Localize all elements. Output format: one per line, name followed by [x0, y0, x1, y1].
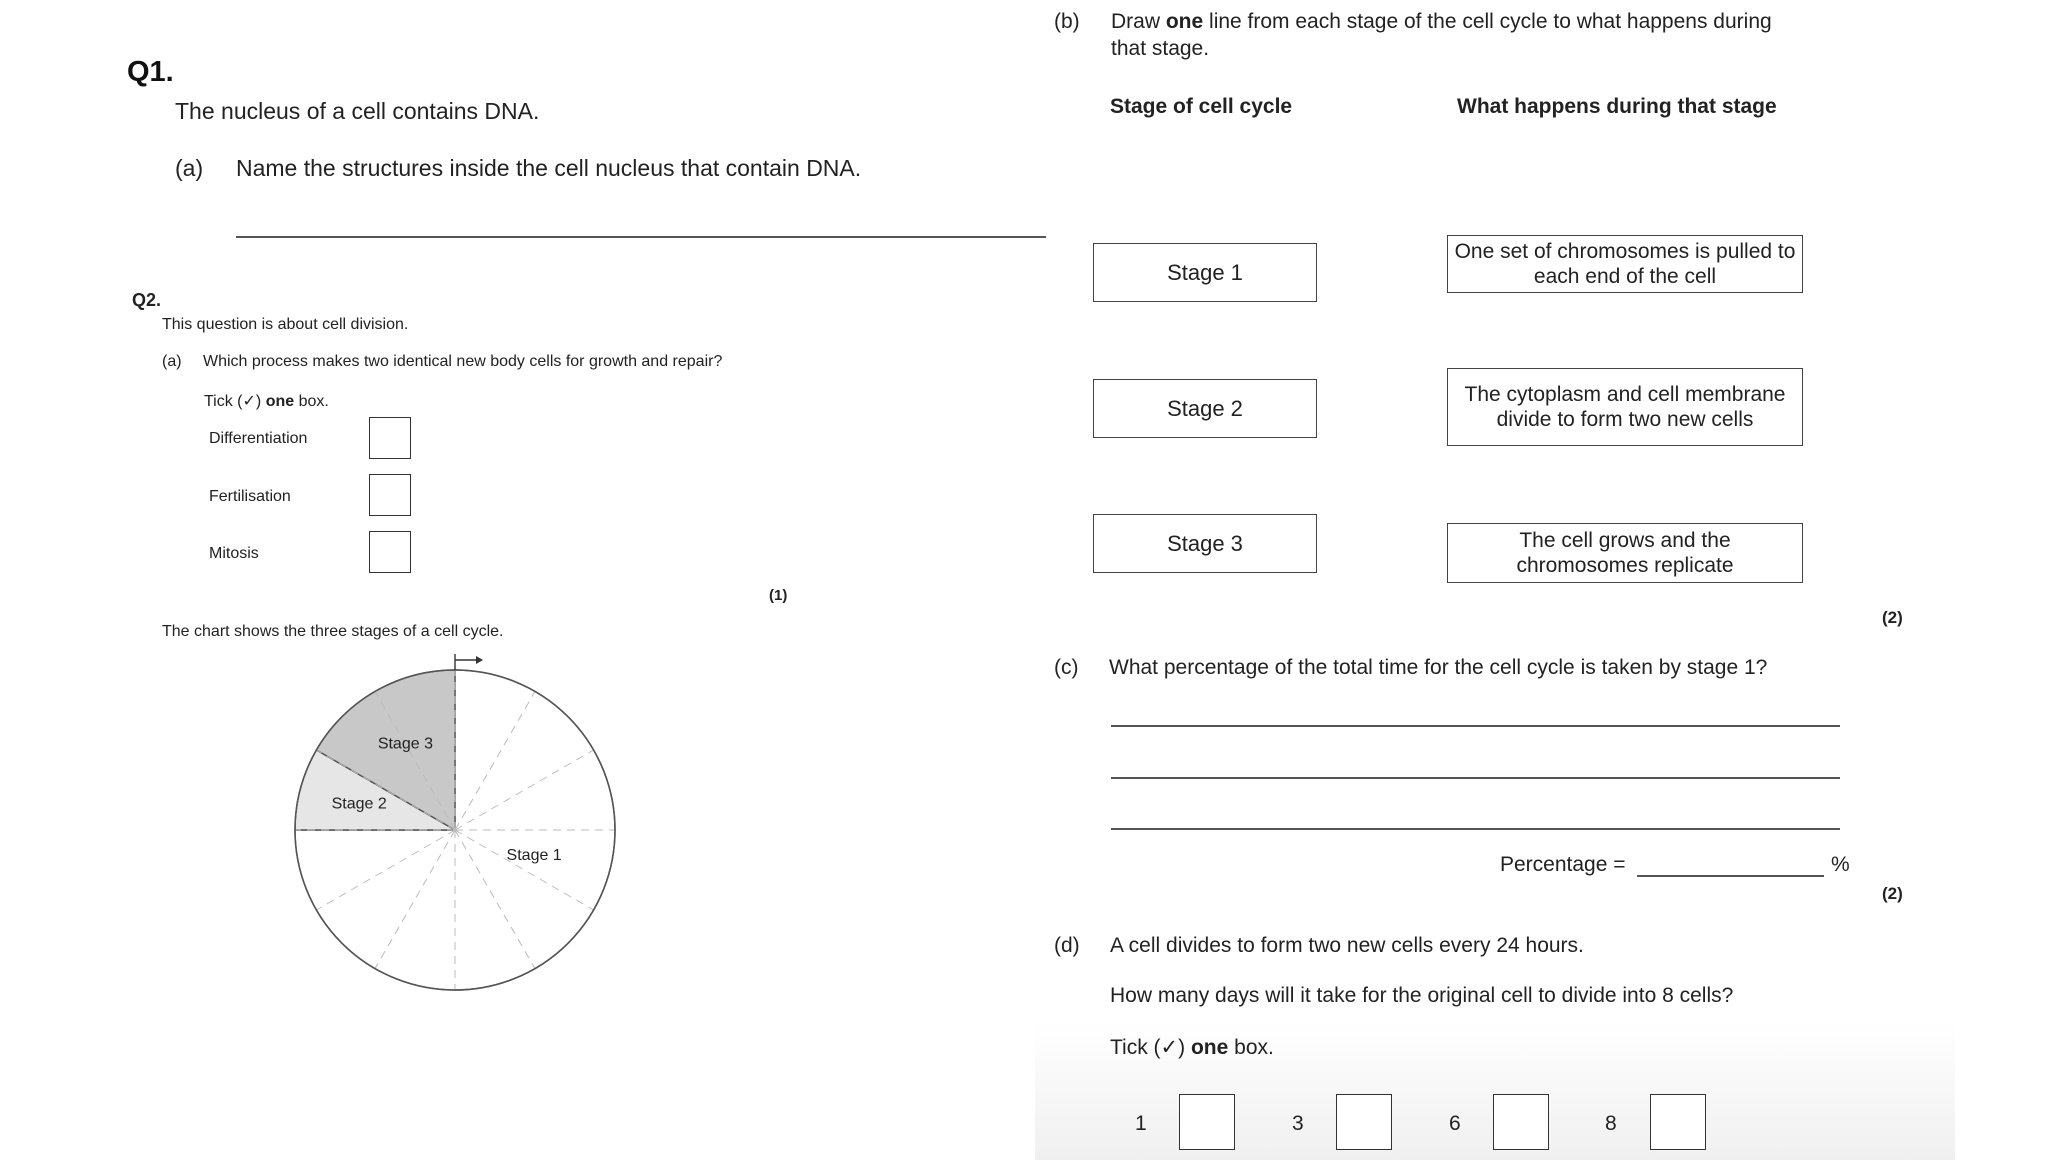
b-label: (b): [1054, 10, 1080, 33]
d-option-label-6: 6: [1449, 1112, 1461, 1135]
d-option-label-3: 3: [1292, 1112, 1304, 1135]
c-answer-line-3[interactable]: [1111, 828, 1840, 830]
d-tick-box-8[interactable]: [1650, 1094, 1706, 1150]
d-question: How many days will it take for the original cell to divide into 8 cells?: [1110, 984, 1734, 1007]
q2-tick-instruction: Tick (✓) one box.: [204, 393, 329, 410]
q1-answer-line[interactable]: [236, 236, 1046, 238]
q1-title: Q1.: [127, 56, 174, 88]
b-marks: (2): [1882, 608, 1903, 627]
c-answer-line-1[interactable]: [1111, 725, 1840, 727]
d-option-label-8: 8: [1605, 1112, 1617, 1135]
q1-part-a-question: Name the structures inside the cell nucleus that contain DNA.: [236, 155, 862, 181]
pie-label-stage-2: Stage 2: [331, 795, 387, 813]
d-label: (d): [1054, 934, 1080, 957]
chart-intro: The chart shows the three stages of a cell cycle.: [162, 623, 504, 640]
d-tick-instruction: Tick (✓) one box.: [1110, 1036, 1274, 1059]
description-box-3[interactable]: The cell grows and the chromosomes replicate: [1447, 523, 1803, 583]
stage-1-box[interactable]: Stage 1: [1093, 243, 1317, 302]
col-header-happens: What happens during that stage: [1457, 95, 1777, 118]
percentage-answer-line[interactable]: [1637, 875, 1824, 877]
b-question-line2: that stage.: [1111, 37, 1210, 60]
d-tick-box-3[interactable]: [1336, 1094, 1392, 1150]
d-option-label-1: 1: [1135, 1112, 1147, 1135]
c-marks: (2): [1882, 884, 1903, 903]
q2-a-marks: (1): [769, 587, 788, 604]
q2-title: Q2.: [132, 290, 162, 310]
c-answer-line-2[interactable]: [1111, 777, 1840, 779]
c-question: What percentage of the total time for the cell cycle is taken by stage 1?: [1109, 656, 1768, 679]
tick-box-differentiation[interactable]: [369, 417, 411, 459]
stage-3-box[interactable]: Stage 3: [1093, 514, 1317, 573]
b-question: Draw one line from each stage of the cell cycle to what happens during: [1111, 10, 1772, 33]
d-tick-box-1[interactable]: [1179, 1094, 1235, 1150]
tick-box-mitosis[interactable]: [369, 531, 411, 573]
percent-unit: %: [1831, 853, 1850, 876]
option-label-differentiation: Differentiation: [209, 430, 308, 447]
stage-2-box[interactable]: Stage 2: [1093, 379, 1317, 438]
q2-intro: This question is about cell division.: [162, 316, 409, 333]
pie-label-stage-3: Stage 3: [377, 735, 433, 753]
description-box-1[interactable]: One set of chromosomes is pulled to each end of the cell: [1447, 235, 1803, 293]
q2-part-a-label: (a): [162, 353, 182, 370]
q1-intro: The nucleus of a cell contains DNA.: [175, 98, 540, 124]
pie-label-stage-1: Stage 1: [506, 846, 562, 864]
percentage-label: Percentage =: [1500, 853, 1626, 876]
option-label-fertilisation: Fertilisation: [209, 488, 291, 505]
c-label: (c): [1054, 656, 1079, 679]
q2-part-a-question: Which process makes two identical new body cells for growth and repair?: [203, 353, 723, 370]
cell-cycle-pie-chart: [280, 650, 630, 1010]
d-tick-box-6[interactable]: [1493, 1094, 1549, 1150]
d-statement: A cell divides to form two new cells every 24 hours.: [1110, 934, 1584, 957]
col-header-stage: Stage of cell cycle: [1110, 95, 1293, 118]
option-label-mitosis: Mitosis: [209, 545, 259, 562]
description-box-2[interactable]: The cytoplasm and cell membrane divide to form two new cells: [1447, 368, 1803, 446]
tick-box-fertilisation[interactable]: [369, 474, 411, 516]
q1-part-a-label: (a): [175, 155, 204, 181]
clockwise-arrow-icon: [455, 654, 483, 670]
